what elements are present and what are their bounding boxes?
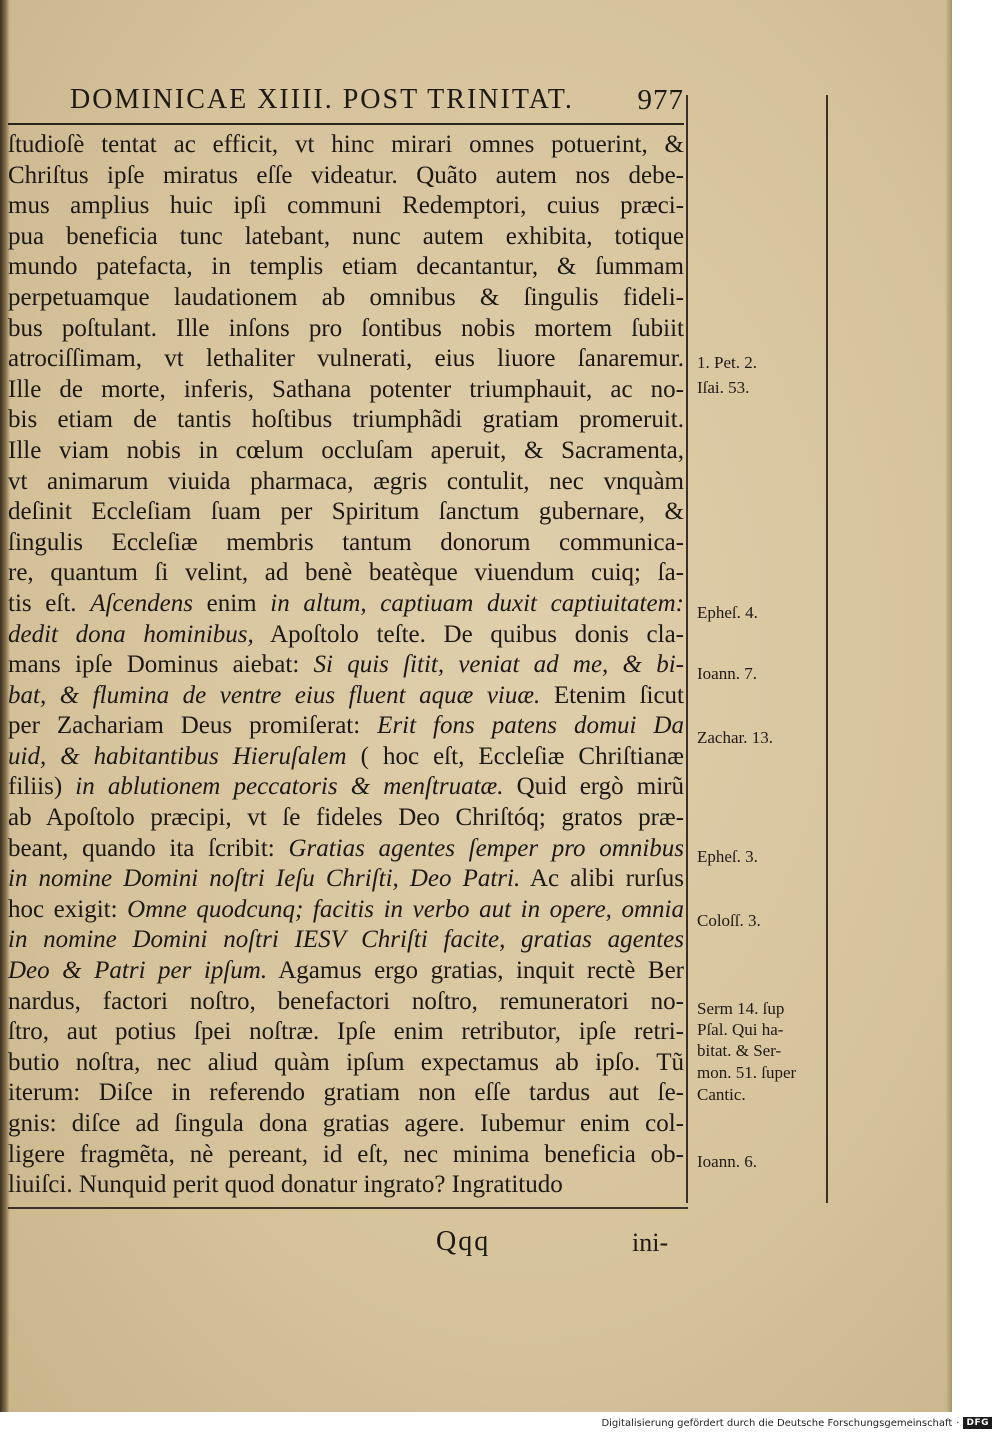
- marginal-note: Ioann. 7.: [697, 664, 757, 683]
- roman-span: filiis): [8, 773, 76, 801]
- text-line: [8, 1170, 684, 1201]
- text-line: [8, 834, 684, 865]
- text-line: [8, 1078, 684, 1109]
- text-line: [8, 436, 684, 467]
- italic-span: Omne quodcunq; facitis in verbo aut in opere, omnia: [127, 895, 684, 923]
- text-line: [8, 314, 684, 345]
- header-rule: [8, 123, 684, 125]
- text-line: [8, 742, 684, 773]
- italic-span: Aſcendens: [90, 589, 193, 617]
- digitization-credit: Digitalisierung gefördert durch die Deutsche Forschungsgemeinschaft · DFG: [601, 1416, 992, 1430]
- text-line: [8, 222, 684, 253]
- roman-span: ſingulis Eccleſiæ membris tantum donorum communica-: [8, 528, 684, 556]
- roman-span: ſtudioſè tentat ac efficit, vt hinc mirari omnes potuerint, &: [8, 131, 684, 158]
- roman-span: tis eſt.: [8, 589, 91, 617]
- catchword: ini-: [632, 1228, 669, 1257]
- marginal-note: 1. Pet. 2.: [697, 353, 757, 372]
- text-line: [8, 1017, 684, 1048]
- text-line: [8, 405, 684, 436]
- roman-span: vt animarum viuida pharmaca, ægris contulit, nec vnquàm: [8, 467, 684, 495]
- roman-span: mus amplius huic ipſi communi Redemptori, cuius præci-: [8, 192, 684, 220]
- text-line: [8, 467, 684, 498]
- margin-rule-right: [826, 95, 828, 1203]
- text-line: [8, 803, 684, 834]
- bottom-rule: [8, 1207, 688, 1209]
- marginalia: [697, 0, 825, 1412]
- roman-span: bus poſtulant. Ille inſons pro ſontibus nobis mortem ſubiit: [8, 314, 684, 342]
- text-line: [8, 497, 684, 528]
- margin-rule-left: [686, 95, 688, 1203]
- marginal-note: Epheſ. 4.: [697, 603, 758, 622]
- roman-span: beant, quando ita ſcribit:: [8, 834, 289, 862]
- roman-span: Apoſtolo teſte. De quibus donis cla-: [253, 620, 684, 648]
- roman-span: mundo patefacta, in templis etiam decantantur, & ſummam: [8, 253, 684, 281]
- text-line: [8, 1140, 684, 1171]
- text-line: [8, 956, 684, 987]
- roman-span: Ille viam nobis in cœlum occluſam aperuit, & Sacramenta,: [8, 436, 684, 464]
- body-text: [8, 130, 684, 1201]
- text-line: [8, 130, 684, 161]
- marginal-note: Zachar. 13.: [697, 728, 773, 747]
- running-head: [70, 84, 690, 124]
- roman-span: ligere fragmẽta, nè pereant, id eſt, nec minima beneficia ob-: [8, 1140, 684, 1168]
- text-line: [8, 252, 684, 283]
- roman-span: liuiſci. Nunquid perit quod donatur ingrato? Ingratitudo: [8, 1171, 563, 1199]
- text-line: [8, 925, 684, 956]
- text-line: [8, 191, 684, 222]
- text-line: [8, 1109, 684, 1140]
- signature-mark: Qqq: [436, 1226, 491, 1257]
- roman-span: bis etiam de tantis hoſtibus triumphãdi gratiam promeruit.: [8, 406, 684, 434]
- roman-span: hoc exigit:: [8, 895, 128, 923]
- marginal-note: Iſai. 53.: [697, 378, 750, 397]
- marginal-note: Serm 14. ſup: [697, 999, 785, 1018]
- roman-span: atrociſſimam, vt lethaliter vulnerati, eius liuore ſanaremur.: [8, 345, 684, 373]
- roman-span: Ac alibi rurſus: [520, 865, 684, 893]
- roman-span: ab Apoſtolo præcipi, vt ſe fideles Deo Chriſtóq; gratos præ-: [8, 804, 684, 832]
- roman-span: mans ipſe Dominus aiebat:: [8, 651, 314, 679]
- roman-span: Agamus ergo gratias, inquit rectè Ber: [267, 957, 684, 985]
- text-line: [8, 895, 684, 926]
- marginal-note: Ioann. 6.: [697, 1152, 757, 1171]
- roman-span: nardus, factori noſtro, benefactori noſtro, remuneratori no-: [8, 987, 684, 1015]
- text-line: [8, 375, 684, 406]
- marginal-note: bitat. & Ser-: [697, 1041, 782, 1060]
- text-line: [8, 161, 684, 192]
- roman-span: Ille de morte, inferis, Sathana potenter triumphauit, ac no-: [8, 375, 684, 403]
- roman-span: ( hoc eſt, Eccleſiæ Chriſtianæ: [346, 742, 684, 770]
- italic-span: Si quis ſitit, veniat ad me, & bi-: [313, 651, 684, 679]
- italic-span: Gratias agentes ſemper pro omnibus: [288, 834, 684, 862]
- text-line: [8, 620, 684, 651]
- folio-number: 977: [637, 84, 684, 116]
- italic-span: in altum, captiuam duxit captiuitatem:: [270, 589, 684, 617]
- roman-span: perpetuamque laudationem ab omnibus & ſingulis fideli-: [8, 283, 684, 311]
- italic-span: Erit fons patens domui Da: [377, 712, 684, 740]
- italic-span: dedit dona hominibus,: [8, 620, 254, 648]
- roman-span: butio noſtra, nec aliud quàm ipſum expectamus ab ipſo. Tũ: [8, 1048, 684, 1076]
- roman-span: iterum: Diſce in referendo gratiam non eſſe tardus aut ſe-: [8, 1079, 684, 1107]
- roman-span: gnis: diſce ad ſingula dona gratias agere. Iubemur enim col-: [8, 1110, 684, 1137]
- roman-span: ſtro, aut potius ſpei noſtræ. Ipſe enim retributor, ipſe retri-: [8, 1018, 684, 1046]
- marginal-note: Pſal. Qui ha-: [697, 1020, 784, 1039]
- marginal-note: mon. 51. ſuper: [697, 1063, 797, 1082]
- italic-span: in nomine Domini noſtri IESV Chriſti facite, gratias agentes: [8, 926, 684, 954]
- roman-span: per Zachariam Deus promiſerat:: [8, 712, 378, 740]
- page-right-edge: [946, 0, 952, 1412]
- roman-span: pua beneficia tunc latebant, nunc autem exhibita, totique: [8, 222, 684, 250]
- italic-span: in nomine Domini noſtri Ieſu Chriſti, Deo Patri.: [8, 865, 521, 893]
- text-line: [8, 344, 684, 375]
- text-line: [8, 772, 684, 803]
- text-line: [8, 987, 684, 1018]
- marginal-note: Coloſſ. 3.: [697, 911, 761, 930]
- text-line: [8, 528, 684, 559]
- text-line: [8, 283, 684, 314]
- roman-span: re, quantum ſi velint, ad benè beatèque viuendum cuiq; ſa-: [8, 559, 684, 587]
- italic-span: in ablutionem peccatoris & menſtruatæ.: [75, 773, 504, 801]
- dfg-logo: DFG: [963, 1417, 992, 1429]
- text-line: [8, 864, 684, 895]
- running-title: DOMINICAE XIIII. POST TRINITAT.: [70, 84, 574, 115]
- text-line: [8, 1048, 684, 1079]
- marginal-note: Cantic.: [697, 1085, 746, 1104]
- text-line: [8, 589, 684, 620]
- credit-text: Digitalisierung gefördert durch die Deutsche Forschungsgemeinschaft: [601, 1417, 953, 1429]
- text-line: [8, 681, 684, 712]
- text-line: [8, 558, 684, 589]
- roman-span: deſinit Eccleſiam ſuam per Spiritum ſanctum gubernare, &: [8, 498, 684, 526]
- roman-span: Chriſtus ipſe miratus eſſe videatur. Quãto autem nos debe-: [8, 161, 684, 189]
- italic-span: bat, & flumina de ventre eius fluent aquæ viuæ.: [8, 681, 541, 709]
- text-line: [8, 711, 684, 742]
- roman-span: enim: [192, 589, 271, 617]
- roman-span: Etenim ſicut: [540, 681, 684, 709]
- roman-span: Quid ergò mirũ: [503, 773, 684, 801]
- marginal-note: Epheſ. 3.: [697, 847, 758, 866]
- text-line: [8, 650, 684, 681]
- italic-span: uid, & habitantibus Hieruſalem: [8, 742, 347, 770]
- italic-span: Deo & Patri per ipſum.: [8, 957, 268, 985]
